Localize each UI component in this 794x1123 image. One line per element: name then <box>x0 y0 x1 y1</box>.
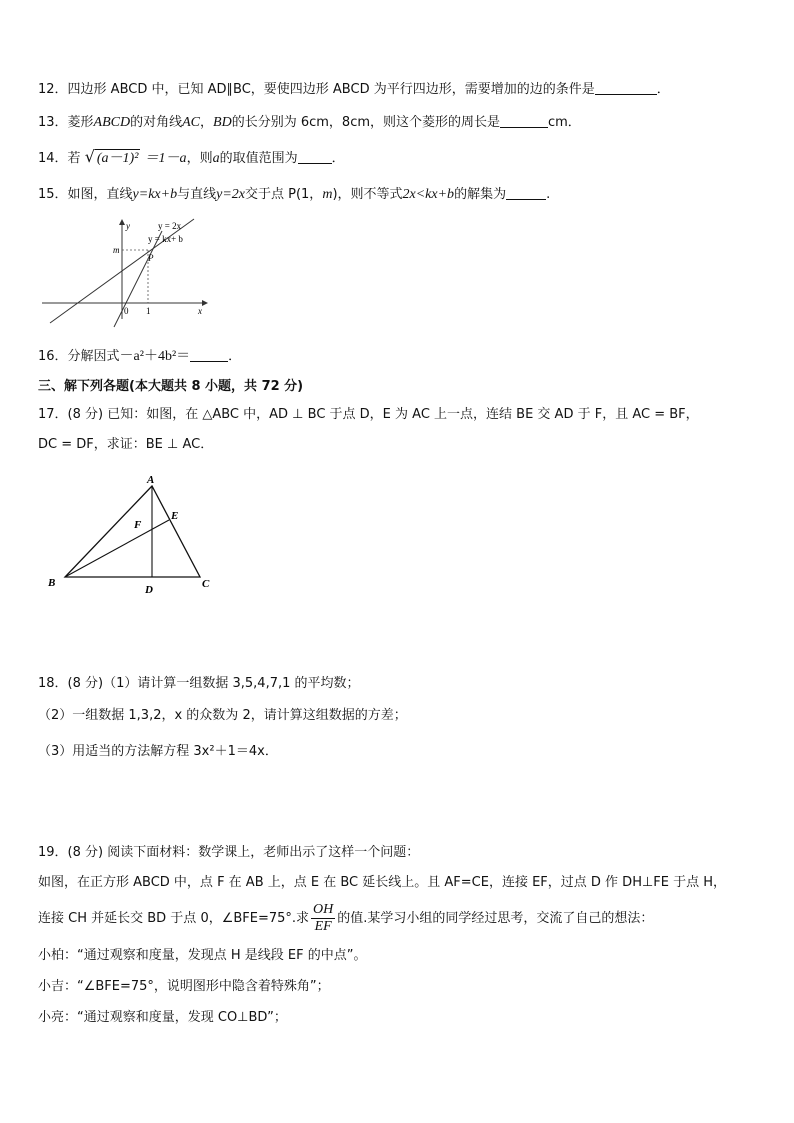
q14-end: ． <box>331 151 345 166</box>
point-b: B <box>48 577 56 589</box>
answer-blank <box>298 149 332 164</box>
q12-end: ． <box>656 82 670 97</box>
q13-ac: AC <box>182 115 201 130</box>
question-15 <box>38 185 550 205</box>
question-14 <box>38 147 345 169</box>
q13-end: cm． <box>548 115 581 130</box>
q16-end: ． <box>228 349 242 364</box>
q13-text-3: 的长分别为 6cm，8cm，则这个菱形的周长是 <box>231 115 500 130</box>
q19-text-3b: 的值.某学习小组的同学经过思考，交流了自己的想法： <box>337 911 654 926</box>
x-axis-arrow <box>202 300 208 306</box>
q15-text-5: 的解集为 <box>454 187 507 202</box>
q15-graph-figure <box>40 215 220 330</box>
q15-text-4: )，则不等式 <box>332 187 403 202</box>
answer-blank <box>506 185 546 200</box>
q16-expression: －a²＋4b²＝ <box>119 349 191 364</box>
q19-line-3 <box>38 899 653 939</box>
one-label: 1 <box>146 306 151 316</box>
question-16 <box>38 347 241 367</box>
q19-text-3a: 连接 CH 并延长交 BD 于点 0，∠BFE=75°.求 <box>38 911 310 926</box>
q13-abcd: ABCD <box>93 115 131 130</box>
q15-text-3: 交于点 P(1， <box>244 187 323 202</box>
q13-text-1: 13．菱形 <box>38 115 94 130</box>
q19-line-5: 小吉：“∠BFE=75°，说明图形中隐含着特殊角”； <box>38 979 330 994</box>
q15-end: . <box>546 187 551 202</box>
answer-blank <box>190 347 228 362</box>
q19-line-6: 小亮：“通过观察和度量，发现 CO⊥BD”； <box>38 1010 287 1025</box>
point-c: C <box>202 578 210 590</box>
question-13 <box>38 113 581 133</box>
section-title: 三、解下列各题(本大题共 8 小题，共 72 分) <box>38 379 304 394</box>
q14-text-2: ，则 <box>186 151 213 166</box>
sqrt-sign: √ <box>84 147 95 166</box>
fraction-numerator: OH <box>313 902 334 917</box>
q16-text: 16．分解因式 <box>38 349 120 364</box>
p-label: P <box>148 253 154 263</box>
q19-line-1: 19．(8 分) 阅读下面材料：数学课上，老师出示了这样一个问题： <box>38 845 420 860</box>
q15-line2: y=2x <box>216 187 245 202</box>
answer-blank <box>595 80 657 95</box>
q18-line-1: 18．(8 分)（1）请计算一组数据 3,5,4,7,1 的平均数； <box>38 676 360 691</box>
q19-line-2: 如图，在正方形 ABCD 中，点 F 在 AB 上，点 E 在 BC 延长线上。且 AF=CE，连接 EF，过点 D 作 DH⊥FE 于点 H， <box>38 875 727 890</box>
m-label: m <box>113 245 120 255</box>
q13-text-2: 的对角线 <box>130 115 183 130</box>
q17-triangle-figure <box>40 468 230 598</box>
q14-text-1: 14．若 <box>38 151 81 166</box>
line-y-2x <box>114 231 162 327</box>
q18-line-3: （3）用适当的方法解方程 3x²＋1＝4x． <box>38 744 278 759</box>
point-d: D <box>145 584 153 596</box>
q14-equation: ＝1－a <box>144 151 187 166</box>
y-axis-label: y <box>126 221 130 231</box>
q19-line-4: 小柏：“通过观察和度量，发现点 H 是线段 EF 的中点”。 <box>38 948 367 963</box>
point-a: A <box>147 474 155 486</box>
q15-m: m <box>322 187 333 202</box>
q14-radicand: (a－1)² <box>96 151 139 166</box>
q17-line-2: DC = DF，求证：BE ⊥ AC． <box>38 437 214 452</box>
q15-text-2: 与直线 <box>177 187 217 202</box>
q13-sep: ， <box>200 115 214 130</box>
origin-label: 0 <box>124 306 129 316</box>
label-y-kxb: y = kx+ b <box>148 234 183 244</box>
point-f: F <box>134 519 142 531</box>
question-12 <box>38 80 670 100</box>
fraction-denominator: EF <box>314 919 332 934</box>
x-axis-label: x <box>198 306 202 316</box>
triangle-abc <box>65 486 200 577</box>
q12-text: 12．四边形 ABCD 中，已知 AD∥BC，要使四边形 ABCD 为平行四边形，需要增加的边的条件是 <box>38 82 595 97</box>
answer-blank <box>500 113 548 128</box>
q15-inequality: 2x<kx+b <box>402 187 455 202</box>
fraction-oh-ef <box>311 902 335 935</box>
q13-bd: BD <box>213 115 232 130</box>
q14-text-3: 的取值范围为 <box>219 151 298 166</box>
q18-line-2: （2）一组数据 1,3,2，x 的众数为 2，请计算这组数据的方差； <box>38 708 407 723</box>
point-e: E <box>171 510 179 522</box>
segment-be <box>65 520 169 577</box>
q15-text-1: 15．如图，直线 <box>38 187 133 202</box>
y-axis-arrow <box>119 219 125 225</box>
q15-line1: y=kx+b <box>132 187 178 202</box>
q14-a: a <box>212 151 220 166</box>
label-y-2x: y = 2x <box>158 221 182 231</box>
q17-line-1: 17．(8 分) 已知：如图，在 △ABC 中，AD ⊥ BC 于点 D，E 为 AC 上一点，连结 BE 交 AD 于 F，且 AC = BF， <box>38 407 699 422</box>
